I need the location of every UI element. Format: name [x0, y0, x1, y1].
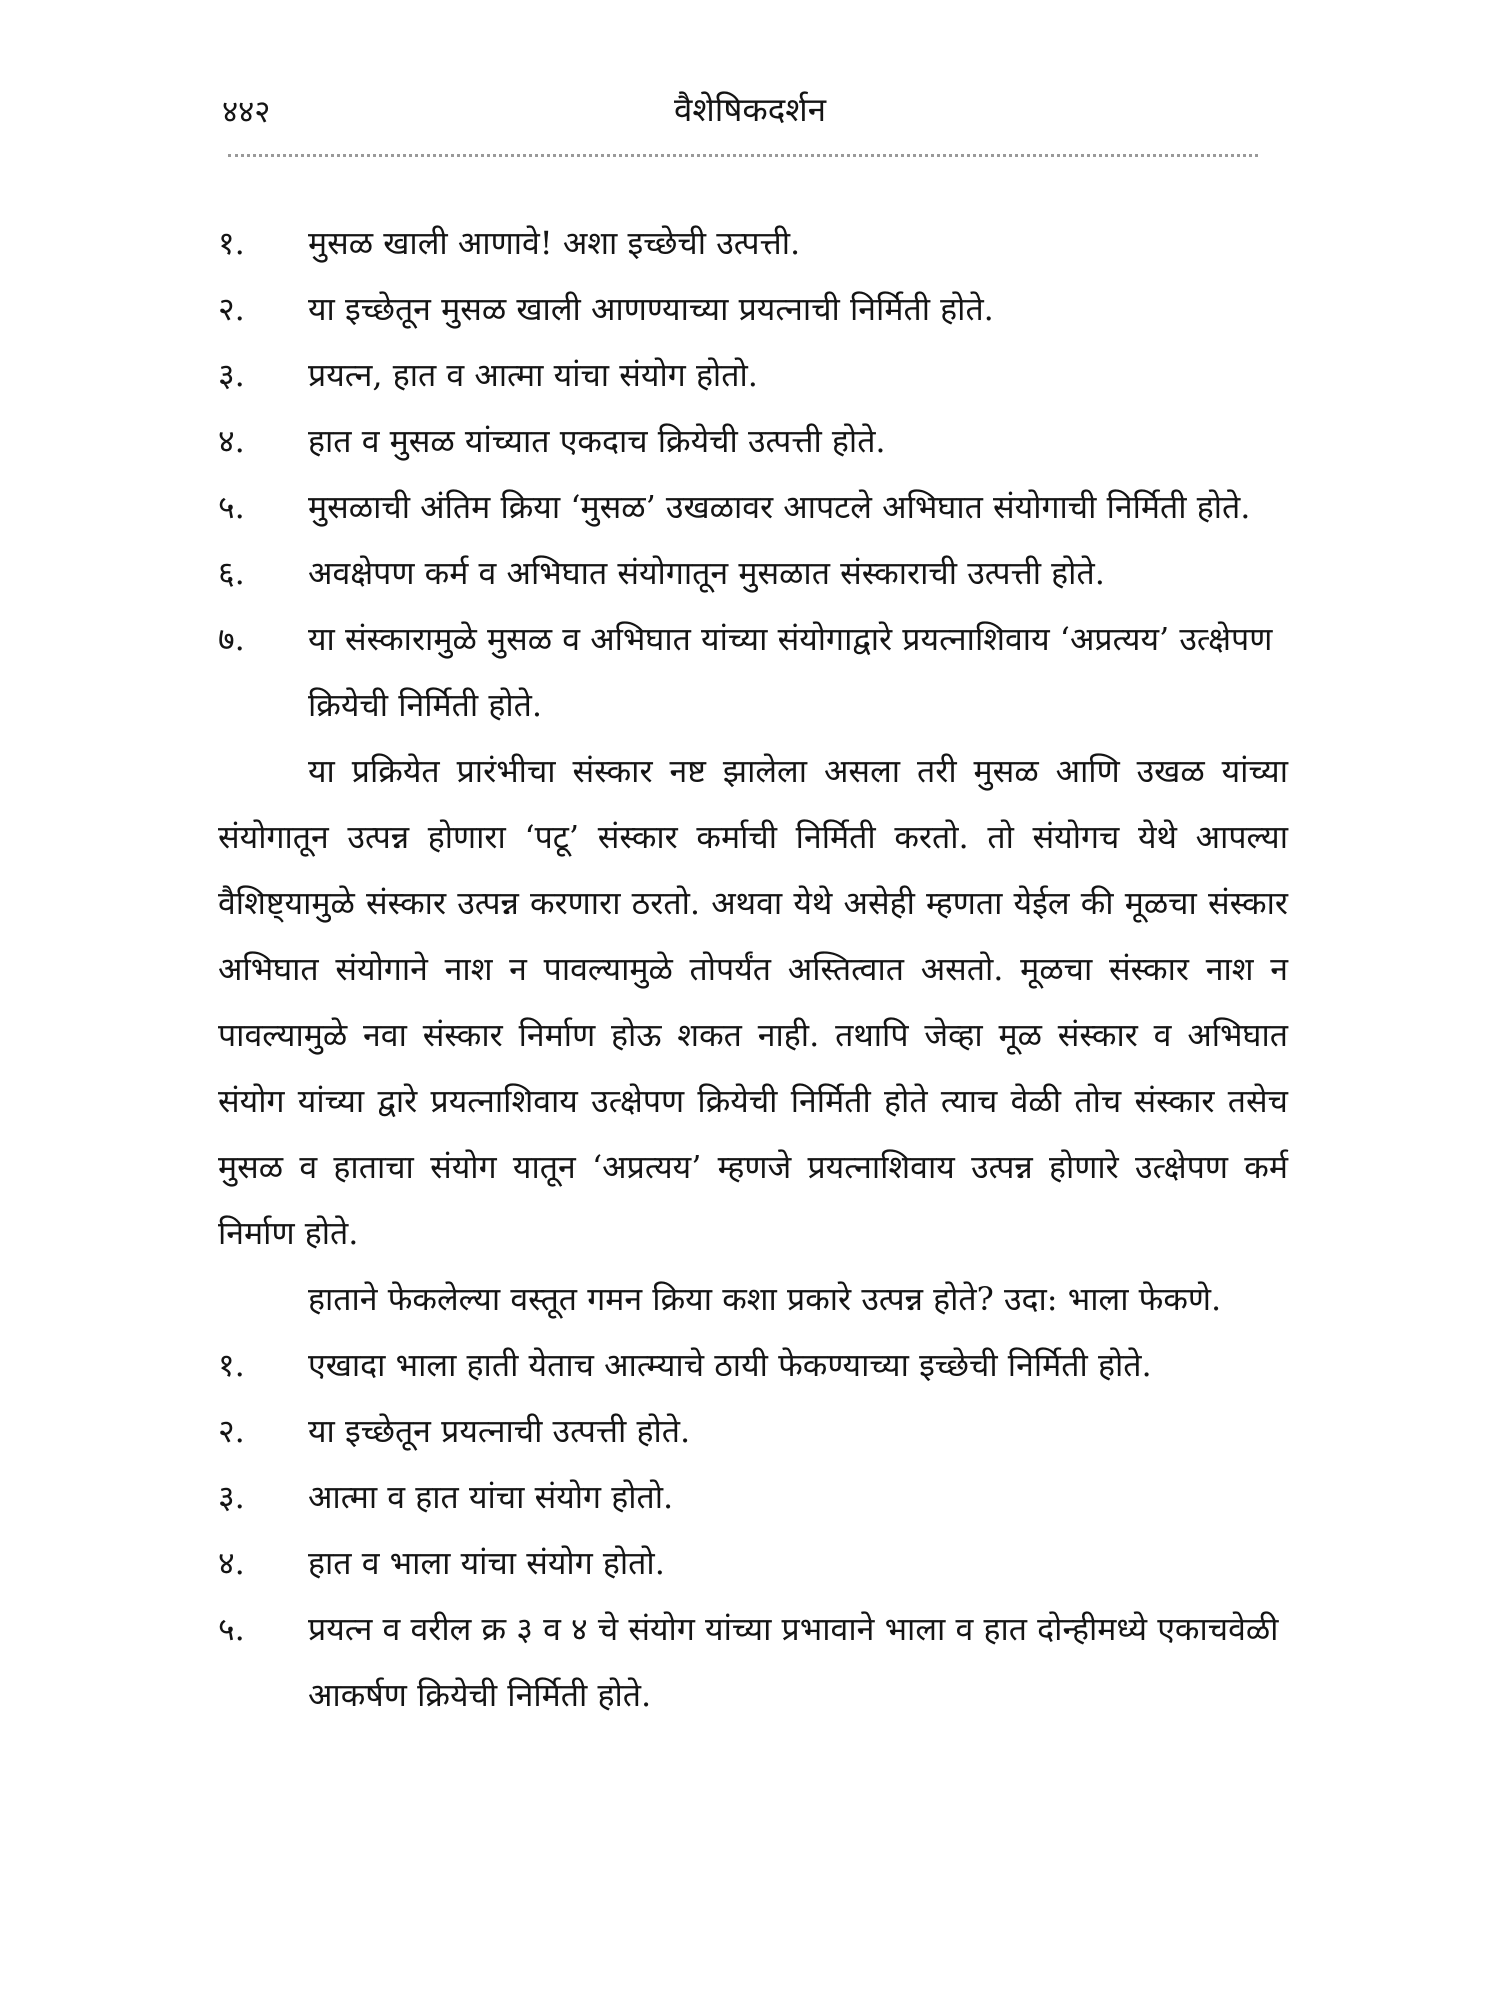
list-item	[218, 210, 1288, 276]
list-item-text: मुसळाची अंतिम क्रिया ‘मुसळ’ उखळावर आपटले अभिघात संयोगाची निर्मिती होते.	[308, 488, 1251, 526]
header-divider	[228, 154, 1258, 157]
body-paragraph: या प्रक्रियेत प्रारंभीचा संस्कार नष्ट झालेला असला तरी मुसळ आणि उखळ यांच्या संयोगातून उत्पन्न होणारा ‘पटू’ संस्कार कर्माची निर्मिती करतो. तो संयोगच येथे आपल्या वैशिष्ट्यामुळे संस्कार उत्पन्न करणारा ठरतो. अथवा येथे असेही म्हणता येईल की मूळचा संस्कार अभिघात संयोगाने नाश न पावल्यामुळे तोपर्यंत अस्तित्वात असतो. मूळचा संस्कार नाश न पावल्यामुळे नवा संस्कार निर्माण होऊ शकत नाही. तथापि जेव्हा मूळ संस्कार व अभिघात संयोग यांच्या द्वारे प्रयत्नाशिवाय उत्क्षेपण क्रियेची निर्मिती होते त्याच वेळी तोच संस्कार तसेच मुसळ व हाताचा संयोग यातून ‘अप्रत्यय’ म्हणजे प्रयत्नाशिवाय उत्पन्न होणारे उत्क्षेपण कर्म निर्माण होते.	[218, 752, 1288, 1252]
list-item-text: प्रयत्न व वरील क्र ३ व ४ चे संयोग यांच्या प्रभावाने भाला व हात दोन्हीमध्ये एकाचवेळी आकर्षण क्रियेची निर्मिती होते.	[308, 1610, 1279, 1714]
list-item	[218, 1530, 1288, 1596]
running-title: वैशेषिकदर्शन	[673, 90, 827, 129]
list-item-number: ६.	[218, 554, 245, 592]
page-body	[218, 210, 1288, 1728]
numbered-list-pestle	[218, 210, 1288, 738]
list-item-text: या संस्कारामुळे मुसळ व अभिघात यांच्या संयोगाद्वारे प्रयत्नाशिवाय ‘अप्रत्यय’ उत्क्षेपण क्रियेची निर्मिती होते.	[308, 620, 1273, 724]
list-item	[218, 1332, 1288, 1398]
list-item-number: ४.	[218, 1544, 245, 1582]
list-item-text: अवक्षेपण कर्म व अभिघात संयोगातून मुसळात संस्काराची उत्पत्ती होते.	[308, 554, 1105, 592]
list-item-text: प्रयत्न, हात व आत्मा यांचा संयोग होतो.	[308, 356, 758, 394]
list-item-text: मुसळ खाली आणावे! अशा इच्छेची उत्पत्ती.	[308, 224, 801, 262]
list-item-text: हात व भाला यांचा संयोग होतो.	[308, 1544, 665, 1582]
page-number: ४४२	[222, 94, 271, 130]
list-item-text: या इच्छेतून प्रयत्नाची उत्पत्ती होते.	[308, 1412, 691, 1450]
list-item	[218, 342, 1288, 408]
list-item-number: २.	[218, 1412, 245, 1450]
list-item	[218, 408, 1288, 474]
page-header	[0, 90, 1500, 150]
list-item	[218, 276, 1288, 342]
numbered-list-spear	[218, 1332, 1288, 1728]
list-item-number: ३.	[218, 1478, 245, 1516]
list-item	[218, 1596, 1288, 1728]
list-item-text: हात व मुसळ यांच्यात एकदाच क्रियेची उत्पत्ती होते.	[308, 422, 886, 460]
list-item	[218, 1464, 1288, 1530]
list-item	[218, 540, 1288, 606]
body-paragraph: हाताने फेकलेल्या वस्तूत गमन क्रिया कशा प्रकारे उत्पन्न होते? उदा: भाला फेकणे.	[308, 1280, 1222, 1318]
list-item-number: ३.	[218, 356, 245, 394]
list-item-text: या इच्छेतून मुसळ खाली आणण्याच्या प्रयत्नाची निर्मिती होते.	[308, 290, 994, 328]
list-item-text: एखादा भाला हाती येताच आत्म्याचे ठायी फेकण्याच्या इच्छेची निर्मिती होते.	[308, 1346, 1152, 1384]
list-item-number: ५.	[218, 1610, 245, 1648]
list-item	[218, 474, 1288, 540]
list-item-text: आत्मा व हात यांचा संयोग होतो.	[308, 1478, 674, 1516]
list-item-number: ७.	[218, 620, 245, 658]
list-item-number: १.	[218, 224, 245, 262]
list-item	[218, 1398, 1288, 1464]
list-item-number: ५.	[218, 488, 245, 526]
list-item-number: २.	[218, 290, 245, 328]
list-item	[218, 606, 1288, 738]
list-item-number: ४.	[218, 422, 245, 460]
list-item-number: १.	[218, 1346, 245, 1384]
